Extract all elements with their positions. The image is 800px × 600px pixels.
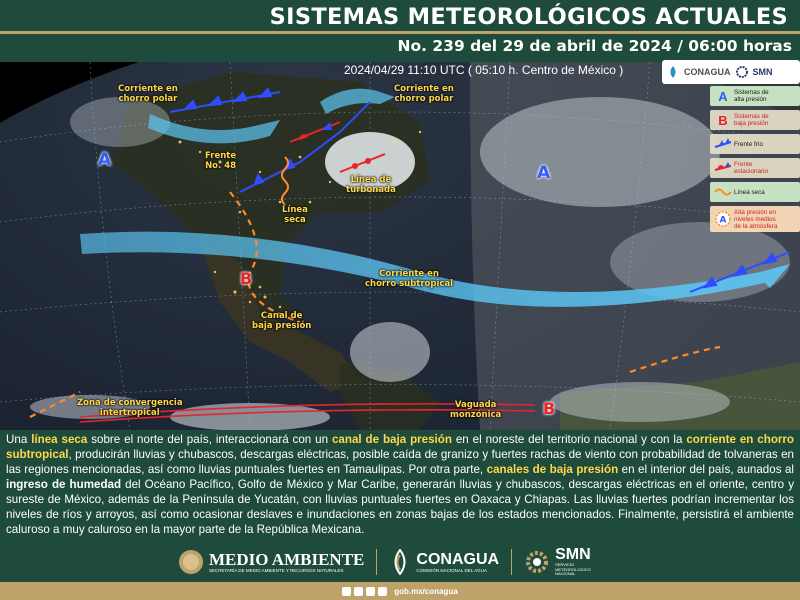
smn-logo [524, 547, 591, 577]
desc-highlight-canal-baja: canal de baja presión [331, 433, 452, 446]
footer-separator [376, 549, 377, 575]
smn-logo-icon [735, 65, 749, 79]
conagua-title: CONAGUA [416, 550, 500, 568]
facebook-icon[interactable] [342, 587, 351, 596]
high-pressure-west: A [98, 150, 112, 170]
desc-highlight-jet-subtropical: corriente en chorro subtropical [6, 433, 795, 461]
desc-highlight-linea-seca: línea seca [31, 433, 88, 446]
upper-high-icon [712, 211, 734, 227]
low-pressure-icon: B [718, 112, 728, 128]
footer-url-link[interactable]: gob.mx/conagua [394, 586, 458, 596]
smn-logo-text: SMN [752, 67, 773, 77]
desc-highlight-canales-baja: canales de baja presión [486, 463, 619, 476]
label-linea-turbonada: Línea de turbonada [346, 175, 396, 195]
low-pressure-south: B [543, 399, 556, 418]
forecast-description [0, 430, 800, 542]
header [0, 0, 800, 62]
satellite-map [0, 62, 800, 430]
desc-text-5: en el interior del país, aunados al [618, 463, 794, 476]
svg-text:A: A [719, 215, 727, 226]
header-divider [0, 31, 800, 34]
map-graphics [0, 62, 800, 430]
footer-social-bar [0, 582, 800, 600]
low-pressure-mexico: B [240, 269, 253, 288]
footer-logos [178, 546, 622, 578]
legend-label-stationary-front: Frente estacionario [734, 161, 768, 175]
legend-item-cold-front [710, 134, 800, 154]
medio-ambiente-title: MEDIO AMBIENTE [209, 550, 365, 569]
conagua-logo [389, 549, 499, 575]
top-logos [662, 60, 800, 84]
legend-label-low: Sistemas de baja presión [734, 113, 769, 127]
label-linea-seca: Línea seca [282, 205, 308, 225]
footer [0, 542, 800, 600]
legend-item-low [710, 110, 800, 130]
label-vaguada: Vaguada monzónica [450, 400, 502, 420]
legend-item-stationary-front [710, 158, 800, 178]
legend-label-high: Sistemas de alta presión [734, 89, 769, 103]
medio-ambiente-logo [178, 549, 364, 575]
satellite-timestamp: 2024/04/29 11:10 UTC ( 05:10 h. Centro de México ) [344, 63, 624, 77]
conagua-subtitle: COMISIÓN NACIONAL DEL AGUA [416, 567, 487, 573]
medio-ambiente-subtitle: SECRETARÍA DE MEDIO AMBIENTE Y RECURSOS NATURALES [209, 568, 344, 573]
map-legend [710, 86, 800, 232]
smn-title: SMN [555, 546, 591, 564]
legend-label-dry-line: Línea seca [734, 188, 765, 196]
youtube-icon[interactable] [378, 587, 387, 596]
legend-item-upper-high [710, 206, 800, 232]
legend-label-upper-high: Alta presión en niveles medios de la atmósfera [734, 208, 778, 230]
desc-text-2: sobre el norte del país, interaccionará con un [87, 433, 332, 446]
label-zci: Zona de convergencia intertropical [77, 398, 183, 418]
stationary-front-icon [712, 160, 734, 176]
legend-item-dry-line [710, 182, 800, 202]
desc-text-6: del Océano Pacífico, Golfo de México y Mar Caribe, generarán lluvias y chubascos, descargas eléctricas en el oriente, centro y sureste de México, además de la Península de Yucatán, con lluvias puntuales fuertes en Oaxaca y Chiapas. Las lluvias fuertes podrían incrementar los niveles de ríos y arroyos, así como ocasionar deslaves e inundaciones en zonas bajas de los estados mencionados. Finalmente, persistirá el ambiente caluroso a muy caluroso en la mayor parte de la República Mexicana. [6, 478, 794, 536]
label-jet-polar-west: Corriente en chorro polar [118, 84, 178, 104]
desc-text-3: en el noreste del territorio nacional y con la [451, 433, 687, 446]
page-title: SISTEMAS METEOROLÓGICOS ACTUALES [269, 4, 788, 30]
high-pressure-icon: A [718, 88, 728, 104]
conagua-logo-icon [666, 65, 680, 79]
coat-of-arms-icon [178, 549, 204, 575]
desc-bold-humedad: ingreso de humedad [6, 478, 122, 491]
gear-icon [524, 549, 550, 575]
label-jet-polar-east: Corriente en chorro polar [394, 84, 454, 104]
label-frente: Frente No. 48 [205, 151, 237, 171]
instagram-icon[interactable] [366, 587, 375, 596]
high-pressure-east: A [537, 163, 551, 183]
x-icon[interactable] [354, 587, 363, 596]
footer-separator [511, 549, 512, 575]
desc-text-1: Una [6, 433, 32, 446]
label-canal-baja: Canal de baja presión [252, 311, 312, 331]
conagua-logo-text: CONAGUA [684, 67, 731, 77]
legend-item-high [710, 86, 800, 106]
water-drop-icon [389, 549, 411, 575]
desc-text-4: , producirán lluvias y chubascos, descargas eléctricas, posible caída de granizo y fuertes rachas de viento con probabilidad de tolvaneras en las regiones mencionadas, así como lluvias puntuales fuertes en Tamaulipas. Por otra parte, [6, 448, 794, 476]
smn-subtitle: SERVICIO METEOROLÓGICO NACIONAL [555, 562, 591, 577]
cold-front-icon [712, 136, 734, 152]
legend-label-cold-front: Frente frío [734, 140, 764, 148]
label-jet-subtropical: Corriente en chorro subtropical [365, 269, 454, 289]
bulletin-number: No. 239 del 29 de abril de 2024 / 06:00 horas [397, 37, 792, 55]
dry-line-icon [712, 184, 734, 200]
